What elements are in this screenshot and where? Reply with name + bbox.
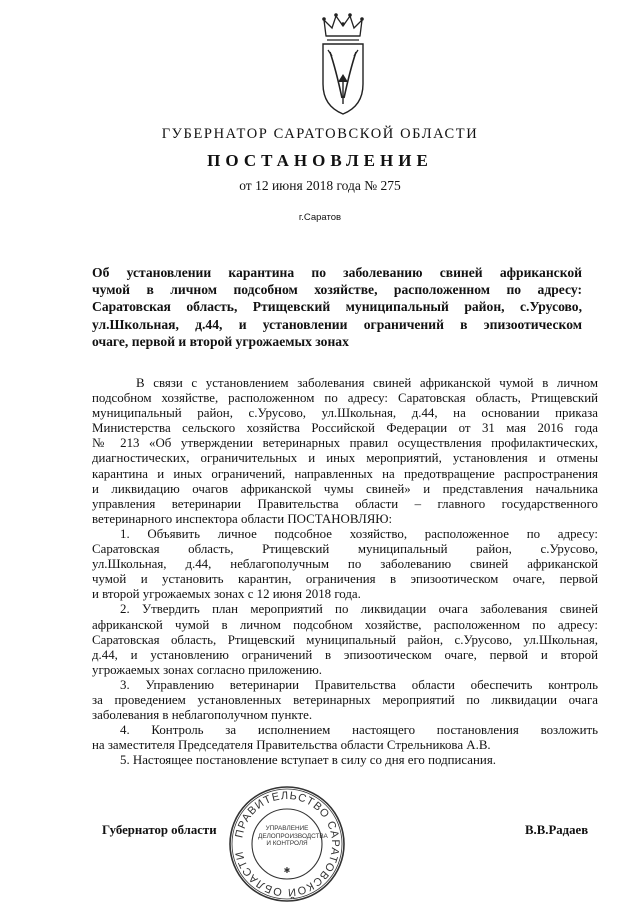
- body-line: угрожаемых зонах согласно приложению.: [92, 662, 323, 677]
- body-line: чумой и установить карантин, ограничения в эпизоотическом очаге, первой: [92, 572, 598, 587]
- body-line: африканской чумой в личном подсобном хозяйстве, расположенном по адресу:: [92, 617, 598, 632]
- document-title: [92, 264, 582, 350]
- title-line: Саратовская область, Ртищевский муниципальный район, с.Урусово,: [92, 299, 582, 315]
- body-line: д.44, и установлению ограничений в эпизоотическом очаге, первой и второй: [92, 647, 598, 662]
- body-line: ветеринарного инспектора области ПОСТАНОВЛЯЮ:: [92, 511, 393, 526]
- body-line: на заместителя Председателя Правительства области Стрельникова А.В.: [92, 738, 491, 753]
- signatory-name: В.В.Радаев: [525, 823, 589, 837]
- body-line: и ликвидацию очагов африканской чумы свиней» и представления начальника: [92, 481, 598, 496]
- title-line: Об установлении карантина по заболеванию свиней африканской: [92, 265, 582, 280]
- document-type: ПОСТАНОВЛЕНИЕ: [207, 151, 433, 170]
- body-line: В связи с установлением заболевания свиней африканской чумой в личном: [136, 376, 598, 390]
- body-line: 3. Управлению ветеринарии Правительства области обеспечить контроль: [120, 677, 598, 692]
- body-line: и второй угрожаемых зонах с 12 июня 2018 года.: [92, 587, 361, 602]
- title-line: ул.Школьная, д.44, и установлении ограничений в эпизоотическом: [92, 316, 582, 332]
- body-line: заболевания в неблагополучном пункте.: [92, 708, 313, 723]
- coat-of-arms-emblem: [318, 10, 368, 120]
- body-line: 5. Настоящее постановление вступает в силу со дня его подписания.: [120, 753, 496, 768]
- document-body: [92, 376, 598, 768]
- body-line: Саратовская область, Ртищевский муниципальный район, с.Урусово,: [92, 542, 598, 557]
- body-line: 1. Объявить личное подсобное хозяйство, расположенное по адресу:: [120, 526, 598, 541]
- body-line: диагностических, ограничительных и иных мероприятий, установления и отмены: [92, 451, 598, 466]
- body-line: 2. Утвердить план мероприятий по ликвидации очага заболевания свиней: [120, 602, 598, 617]
- body-line: Министерства сельского хозяйства Российской Федерации от 31 мая 2016 года: [92, 421, 598, 436]
- signatory-position: Губернатор области: [102, 823, 217, 837]
- body-line: Саратовская область, Ртищевский муниципальный район, с.Урусово, ул.Школьная,: [92, 632, 598, 647]
- stamp-center-text: УПРАВЛЕНИЕ ДЕЛОПРОИЗВОДСТВА И КОНТРОЛЯ: [258, 825, 328, 848]
- body-line: ул.Школьная, д.44, неблагополучным по заболеванию свиней африканской: [92, 557, 598, 572]
- title-line: очаге, первой и второй угрожаемых зонах: [92, 333, 349, 349]
- stamp-star-icon: ✱: [283, 866, 291, 875]
- body-line: за проведением установленных ветеринарных мероприятий по ликвидации очага: [92, 692, 598, 707]
- document-date-number: от 12 июня 2018 года № 275: [239, 178, 401, 193]
- body-line: подсобном хозяйстве, расположенном по адресу: Саратовская область, Ртищевский: [92, 391, 598, 406]
- body-line: № 213 «Об утверждении ветеринарных правил осуществления профилактических,: [92, 436, 598, 451]
- body-line: карантина и иных ограничений, направленных на предотвращение распространения: [92, 466, 598, 481]
- body-line: муниципальный район, с.Урусово, ул.Школьная, д.44, на основании приказа: [92, 406, 598, 421]
- title-line: чумой в личном подсобном хозяйстве, расположенном по адресу:: [92, 282, 582, 298]
- body-line: 4. Контроль за исполнением настоящего постановления возложить: [120, 723, 598, 738]
- official-stamp: [228, 785, 346, 903]
- body-line: управления ветеринарии Правительства области – главного государственного: [92, 496, 598, 511]
- stamp-ring-text: ПРАВИТЕЛЬСТВО САРАТОВСКОЙ ОБЛАСТИ: [233, 789, 342, 899]
- document-city: г.Саратов: [298, 212, 342, 223]
- issuing-authority: ГУБЕРНАТОР САРАТОВСКОЙ ОБЛАСТИ: [161, 126, 479, 142]
